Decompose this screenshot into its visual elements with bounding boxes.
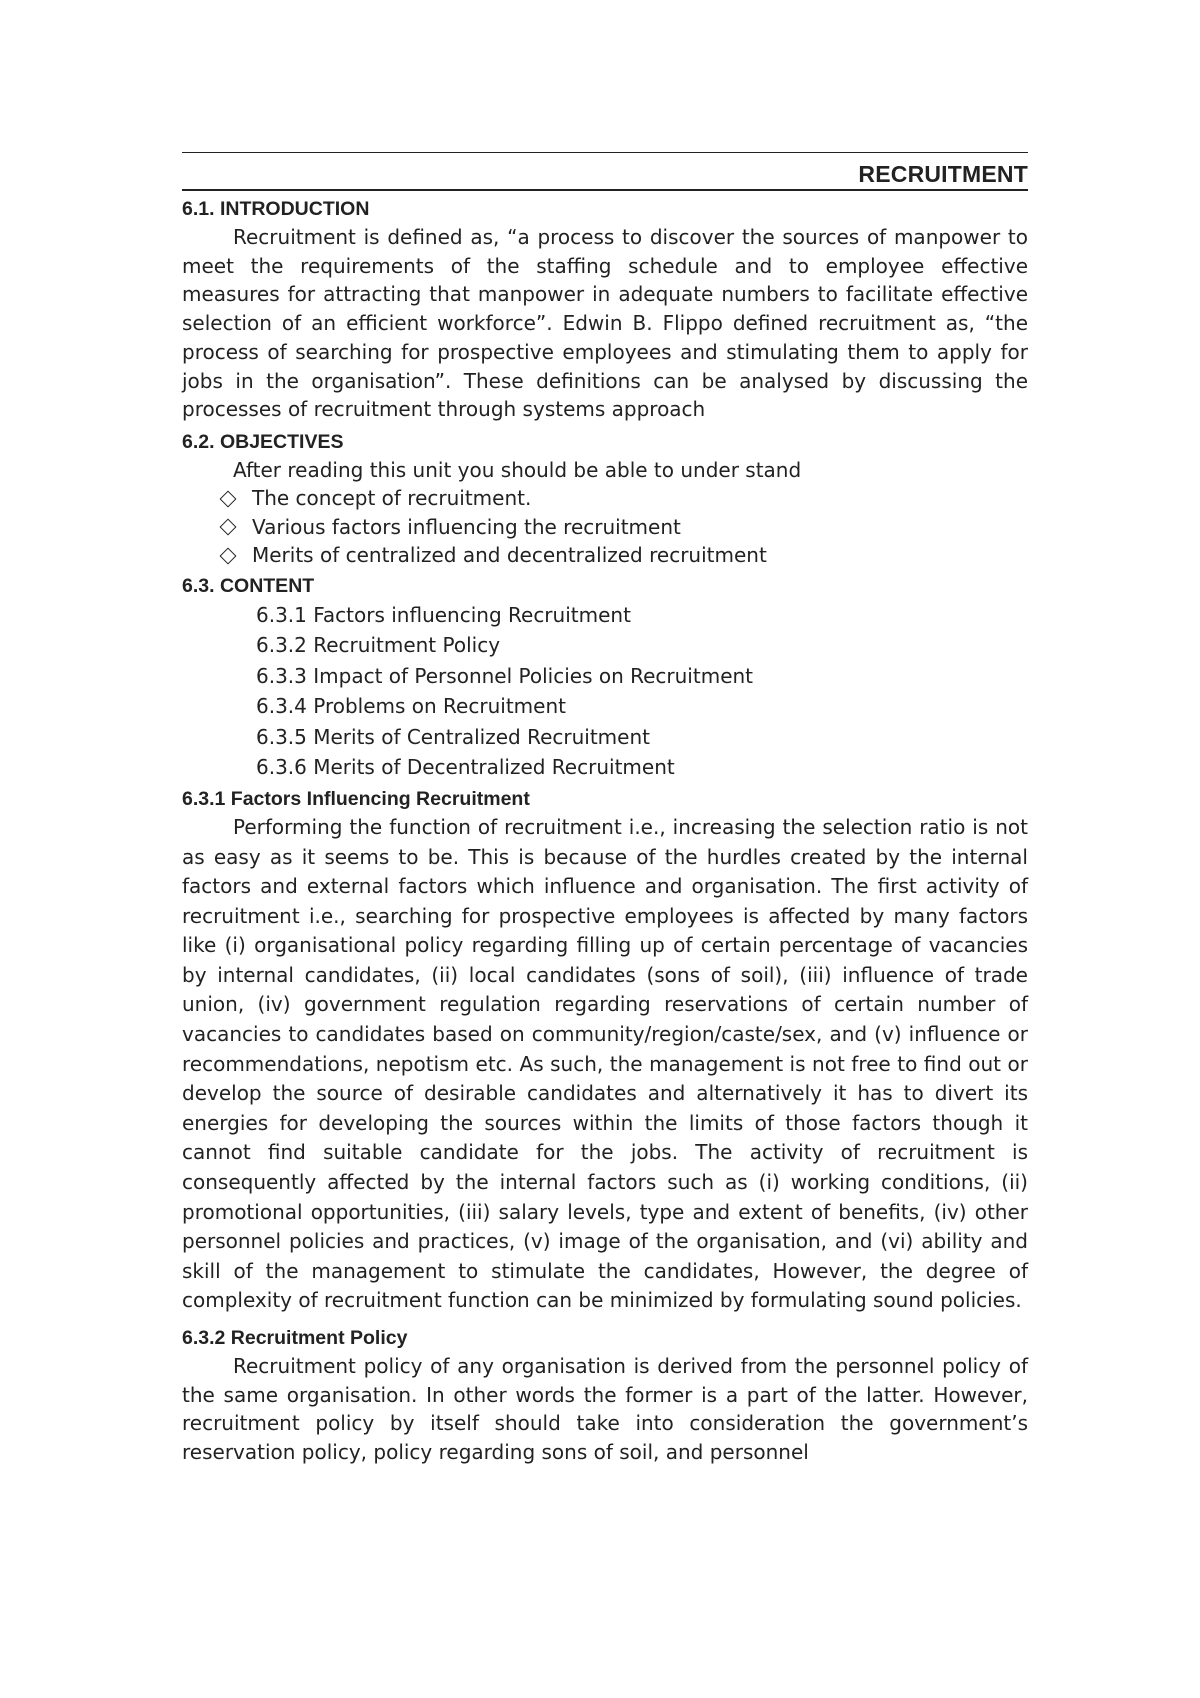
objective-text: Various factors influencing the recruitment xyxy=(252,514,681,539)
policy-paragraph: Recruitment policy of any organisation is derived from the personnel policy of the same organisation. In other words the former is a part of the latter. However, recruitment policy by itself should take into consideration the government’s reservation policy, policy regarding sons of soil, and personnel xyxy=(182,1354,1028,1465)
list-item: 6.3.4 Problems on Recruitment xyxy=(256,694,566,719)
list-item: 6.3.2 Recruitment Policy xyxy=(256,633,501,658)
section-heading-policy: 6.3.2 Recruitment Policy xyxy=(182,1327,408,1350)
list-item xyxy=(220,484,1028,513)
list-item xyxy=(220,513,1028,542)
list-item xyxy=(220,541,1028,570)
objective-text: The concept of recruitment. xyxy=(252,486,532,511)
objectives-lead: After reading this unit you should be able to under stand xyxy=(233,457,802,482)
document-page xyxy=(182,152,1028,1467)
list-item: 6.3.3 Impact of Personnel Policies on Recruitment xyxy=(256,663,754,688)
content-list xyxy=(182,600,1028,783)
objective-text: Merits of centralized and decentralized recruitment xyxy=(252,543,767,568)
section-heading-objectives: 6.2. OBJECTIVES xyxy=(182,430,344,453)
list-item: 6.3.1 Factors influencing Recruitment xyxy=(256,602,631,627)
diamond-outline-icon xyxy=(220,490,237,507)
section-heading-factors: 6.3.1 Factors Influencing Recruitment xyxy=(182,787,530,810)
list-item: 6.3.5 Merits of Centralized Recruitment xyxy=(256,724,650,749)
objectives-list xyxy=(182,484,1028,570)
diamond-outline-icon xyxy=(220,547,237,564)
list-item: 6.3.6 Merits of Decentralized Recruitment xyxy=(256,755,675,780)
diamond-outline-icon xyxy=(220,519,237,536)
chapter-title: RECRUITMENT xyxy=(858,161,1028,187)
header-rule-top xyxy=(182,152,1028,153)
introduction-paragraph: Recruitment is defined as, “a process to discover the sources of manpower to meet the requirements of the staffing schedule and to employee effective measures for attracting that manpower in adequate numbers to facilitate effective selection of an efficient workforce”. Edwin B. Flippo defined recruitment as, “the process of searching for prospective employees and stimulating them to apply for jobs in the organisation”. These definitions can be analysed by discussing the processes of recruitment through systems approach xyxy=(182,225,1028,422)
header-rule-bottom xyxy=(182,189,1028,191)
factors-paragraph: Performing the function of recruitment i.e., increasing the selection ratio is not as easy as it seems to be. This is because of the hurdles created by the internal factors and external factors which influence and organisation. The first activity of recruitment i.e., searching for prospective employees is affected by many factors like (i) organisational policy regarding filling up of certain percentage of vacancies by internal candidates, (ii) local candidates (sons of soil), (iii) influence of trade union, (iv) government regulation regarding reservations of certain number of vacancies to candidates based on community/region/caste/sex, and (v) influence or recommendations, nepotism etc. As such, the management is not free to find out or develop the source of desirable candidates and alternatively it has to divert its energies for developing the sources within the limits of those factors though it cannot find suitable candidate for the jobs. The activity of recruitment is consequently affected by the internal factors such as (i) working conditions, (ii) promotional opportunities, (iii) salary levels, type and extent of benefits, (iv) other personnel policies and practices, (v) image of the organisation, and (vi) ability and skill of the management to stimulate the candidates, However, the degree of complexity of recruitment function can be minimized by formulating sound policies. xyxy=(182,814,1028,1313)
section-heading-content: 6.3. CONTENT xyxy=(182,574,315,597)
section-heading-introduction: 6.1. INTRODUCTION xyxy=(182,198,370,220)
